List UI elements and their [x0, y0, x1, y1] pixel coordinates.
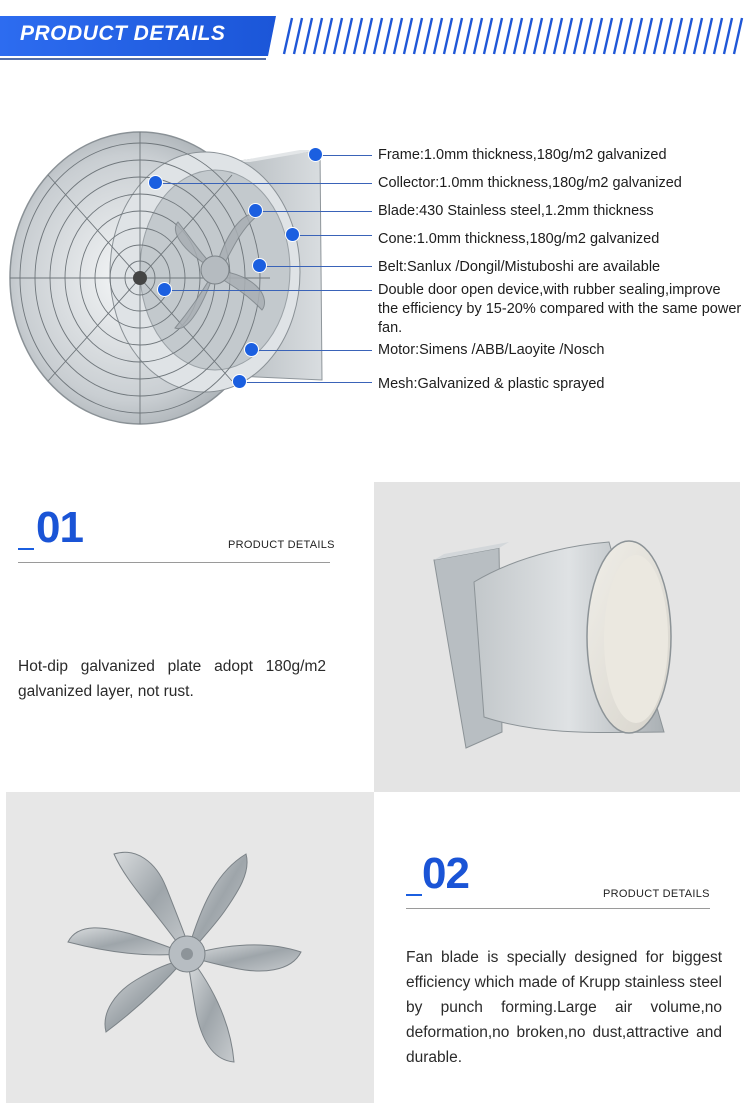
- number-dash-02: [406, 894, 422, 896]
- detail-rule-02: [406, 908, 710, 909]
- spec-collector: Collector:1.0mm thickness,180g/m2 galvanized: [378, 175, 682, 191]
- spec-motor: Motor:Simens /ABB/Laoyite /Nosch: [378, 342, 605, 358]
- header-banner: [0, 0, 750, 62]
- spec-blade: Blade:430 Stainless steel,1.2mm thickness: [378, 203, 654, 219]
- callout-line-belt: [260, 266, 372, 267]
- cone-fan-photo: [0, 100, 380, 430]
- callout-line-frame: [316, 155, 372, 156]
- detail-text-02: Fan blade is specially designed for biggest efficiency which made of Krupp stainless steel by punch forming.Large air volume,no deformation,no broken,no dust,attractive and durable.: [406, 949, 722, 1066]
- spec-belt: Belt:Sanlux /Dongil/Mistuboshi are available: [378, 259, 661, 275]
- callout-line-blade: [256, 211, 372, 212]
- callout-line-collector: [156, 183, 372, 184]
- spec-cone: Cone:1.0mm thickness,180g/m2 galvanized: [378, 231, 660, 247]
- callout-dot-cone: [286, 228, 299, 241]
- number-dash-01: [18, 548, 34, 550]
- detail-number-02: 02: [422, 849, 469, 898]
- callout-dot-door: [158, 283, 171, 296]
- detail-rule-01: [18, 562, 330, 563]
- cone-housing-photo: [374, 482, 740, 792]
- fan-blade-photo: [6, 792, 374, 1103]
- callout-line-door: [165, 290, 372, 291]
- callout-line-mesh: [240, 382, 372, 383]
- detail-caption-01: PRODUCT DETAILS: [228, 539, 335, 551]
- page-title: PRODUCT DETAILS: [20, 22, 226, 45]
- detail-number-01: 01: [36, 503, 83, 552]
- callout-dot-belt: [253, 259, 266, 272]
- spec-mesh: Mesh:Galvanized & plastic sprayed: [378, 376, 605, 392]
- spec-door: Double door open device,with rubber sealing,improve the efficiency by 15-20% compared with the same power fan.: [378, 282, 742, 336]
- callout-dot-frame: [309, 148, 322, 161]
- callout-dot-collector: [149, 176, 162, 189]
- callout-line-cone: [293, 235, 372, 236]
- callout-dot-blade: [249, 204, 262, 217]
- callout-dot-mesh: [233, 375, 246, 388]
- spec-frame: Frame:1.0mm thickness,180g/m2 galvanized: [378, 147, 667, 163]
- callout-line-motor: [252, 350, 372, 351]
- detail-caption-02: PRODUCT DETAILS: [603, 888, 710, 900]
- detail-text-01: Hot-dip galvanized plate adopt 180g/m2 galvanized layer, not rust.: [18, 658, 326, 700]
- callout-dot-motor: [245, 343, 258, 356]
